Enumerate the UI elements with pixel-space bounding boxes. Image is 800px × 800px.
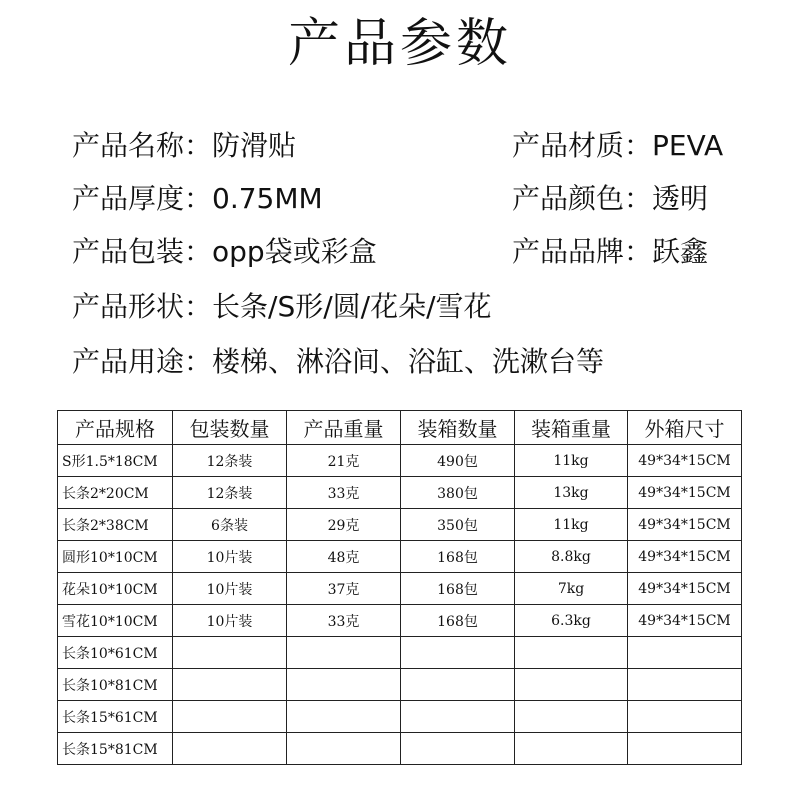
- table-row: [58, 637, 742, 669]
- table-cell: 21克: [287, 445, 401, 477]
- table-cell: 168包: [401, 605, 515, 637]
- spec-usage: [72, 344, 604, 380]
- table-cell: 长条2*38CM: [58, 509, 173, 541]
- table-cell: [628, 733, 742, 765]
- table-cell: [628, 637, 742, 669]
- table-cell: S形1.5*18CM: [58, 445, 173, 477]
- spec-shape-label: 产品形状：: [72, 290, 213, 323]
- table-cell: 49*34*15CM: [628, 509, 742, 541]
- table-cell: 8.8kg: [515, 541, 628, 573]
- table-cell: [173, 733, 287, 765]
- spec-brand: [512, 234, 708, 270]
- table-cell: 49*34*15CM: [628, 541, 742, 573]
- table-cell: [287, 637, 401, 669]
- spec-material: [512, 128, 723, 164]
- table-cell: 6条装: [173, 509, 287, 541]
- table-cell: [287, 733, 401, 765]
- table-cell: 13kg: [515, 477, 628, 509]
- table-cell: [173, 669, 287, 701]
- table-cell: 11kg: [515, 445, 628, 477]
- table-cell: [401, 637, 515, 669]
- table-cell: 37克: [287, 573, 401, 605]
- table-cell: [173, 637, 287, 669]
- table-cell: [401, 733, 515, 765]
- table-cell: 350包: [401, 509, 515, 541]
- table-cell: 48克: [287, 541, 401, 573]
- spec-color-value: 透明: [652, 182, 709, 215]
- spec-packaging-label: 产品包装：: [72, 235, 213, 268]
- table-cell: 6.3kg: [515, 605, 628, 637]
- table-cell: 380包: [401, 477, 515, 509]
- table-cell: 长条15*61CM: [58, 701, 173, 733]
- table-row: [58, 509, 742, 541]
- table-cell: 长条2*20CM: [58, 477, 173, 509]
- table-header-row: [58, 411, 742, 445]
- spec-thickness: [72, 181, 323, 217]
- spec-brand-value: 跃鑫: [652, 235, 709, 268]
- header-weight: 产品重量: [287, 411, 401, 445]
- table-cell: 49*34*15CM: [628, 605, 742, 637]
- table-row: [58, 701, 742, 733]
- table-cell: 长条10*81CM: [58, 669, 173, 701]
- spec-usage-value: 楼梯、淋浴间、浴缸、洗漱台等: [212, 345, 605, 378]
- table-cell: 29克: [287, 509, 401, 541]
- header-carton-qty: 装箱数量: [401, 411, 515, 445]
- table-cell: 10片装: [173, 605, 287, 637]
- table-cell: 33克: [287, 477, 401, 509]
- page-title: 产品参数: [287, 14, 512, 74]
- table-cell: [287, 669, 401, 701]
- table-cell: [628, 669, 742, 701]
- table-row: [58, 477, 742, 509]
- table-cell: [401, 669, 515, 701]
- table-row: [58, 541, 742, 573]
- table-cell: [401, 701, 515, 733]
- spec-name-value: 防滑贴: [212, 129, 297, 162]
- table-cell: 圆形10*10CM: [58, 541, 173, 573]
- table-cell: 花朵10*10CM: [58, 573, 173, 605]
- table-cell: 10片装: [173, 573, 287, 605]
- table-cell: 长条10*61CM: [58, 637, 173, 669]
- table-cell: [628, 701, 742, 733]
- header-carton-weight: 装箱重量: [515, 411, 628, 445]
- table-cell: 168包: [401, 573, 515, 605]
- table-cell: [515, 669, 628, 701]
- table-cell: 49*34*15CM: [628, 477, 742, 509]
- spec-packaging-value: opp袋或彩盒: [212, 235, 377, 268]
- table-cell: 12条装: [173, 445, 287, 477]
- table-row: [58, 573, 742, 605]
- table-cell: 10片装: [173, 541, 287, 573]
- spec-thickness-value: 0.75MM: [212, 182, 323, 215]
- header-carton-size: 外箱尺寸: [628, 411, 742, 445]
- spec-brand-label: 产品品牌：: [512, 235, 653, 268]
- table-row: [58, 605, 742, 637]
- spec-thickness-label: 产品厚度：: [72, 182, 213, 215]
- table-cell: 49*34*15CM: [628, 445, 742, 477]
- table-cell: 49*34*15CM: [628, 573, 742, 605]
- spec-color: [512, 181, 708, 217]
- table-cell: [515, 701, 628, 733]
- table-cell: 长条15*81CM: [58, 733, 173, 765]
- table-cell: 490包: [401, 445, 515, 477]
- table-row: [58, 733, 742, 765]
- table-cell: [287, 701, 401, 733]
- table-cell: 11kg: [515, 509, 628, 541]
- spec-name-label: 产品名称：: [72, 129, 213, 162]
- table-cell: 12条装: [173, 477, 287, 509]
- header-pack-qty: 包装数量: [173, 411, 287, 445]
- table-cell: [515, 637, 628, 669]
- table-cell: 雪花10*10CM: [58, 605, 173, 637]
- spec-table: [57, 410, 742, 765]
- table-cell: [515, 733, 628, 765]
- spec-usage-label: 产品用途：: [72, 345, 213, 378]
- spec-packaging: [72, 234, 377, 270]
- spec-material-label: 产品材质：: [512, 129, 653, 162]
- spec-material-value: PEVA: [652, 129, 724, 162]
- spec-shape: [72, 289, 492, 325]
- table-cell: 33克: [287, 605, 401, 637]
- header-spec: 产品规格: [58, 411, 173, 445]
- spec-color-label: 产品颜色：: [512, 182, 653, 215]
- table-cell: [173, 701, 287, 733]
- spec-name: [72, 128, 296, 164]
- table-row: [58, 669, 742, 701]
- spec-shape-value: 长条/S形/圆/花朵/雪花: [212, 290, 492, 323]
- table-cell: 168包: [401, 541, 515, 573]
- table-row: [58, 445, 742, 477]
- table-cell: 7kg: [515, 573, 628, 605]
